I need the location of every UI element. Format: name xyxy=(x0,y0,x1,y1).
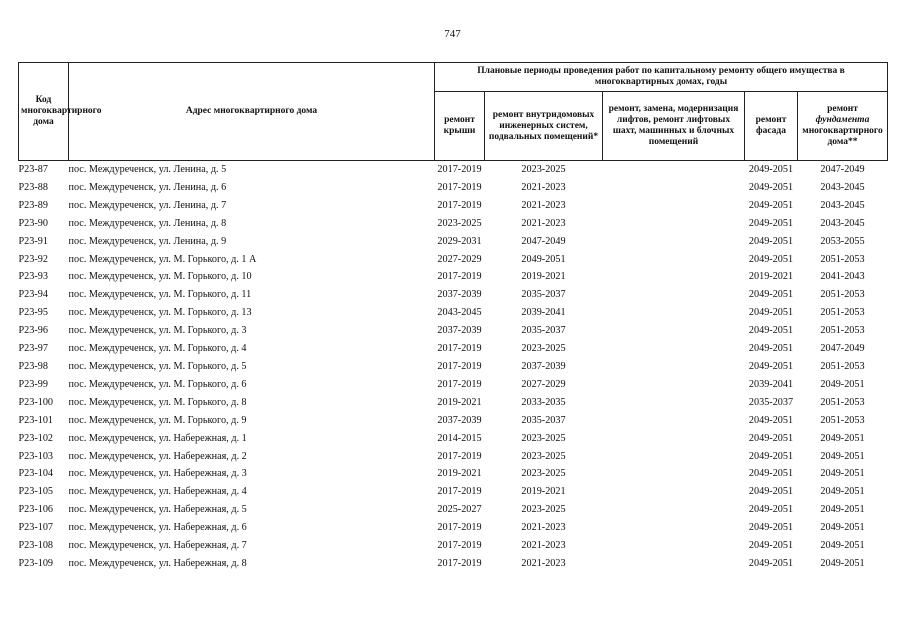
cell-systems: 2047-2049 xyxy=(521,235,566,247)
cell-systems: 2023-2025 xyxy=(521,432,566,444)
cell-foundation: 2051-2053 xyxy=(820,307,865,319)
cell-lifts xyxy=(603,197,745,215)
cell-code: Р23-97 xyxy=(18,343,48,355)
cell-systems: 2037-2039 xyxy=(521,360,566,372)
cell-foundation: 2047-2049 xyxy=(820,343,865,355)
table-row xyxy=(19,412,888,430)
cell-facade: 2049-2051 xyxy=(748,164,794,175)
cell-facade: 2049-2051 xyxy=(748,289,794,301)
cell-lifts xyxy=(603,465,745,483)
cell-lifts xyxy=(603,412,745,430)
cell-lifts xyxy=(603,286,745,304)
cell-code: Р23-107 xyxy=(18,522,54,534)
cell-code: Р23-89 xyxy=(18,199,48,211)
header-code: Код многоквартирного дома xyxy=(19,63,69,161)
cell-address: пос. Междуреченск, ул. М. Горького, д. 13 xyxy=(68,307,252,319)
cell-roof: 2017-2019 xyxy=(437,557,482,569)
cell-facade: 2035-2037 xyxy=(748,396,794,408)
cell-systems: 2019-2021 xyxy=(521,486,566,498)
cell-systems: 2023-2025 xyxy=(521,343,566,355)
cell-code: Р23-108 xyxy=(18,540,54,552)
table-row xyxy=(19,501,888,519)
cell-code: Р23-106 xyxy=(18,504,54,516)
cell-systems: 2027-2029 xyxy=(521,378,566,390)
cell-address: пос. Междуреченск, ул. Набережная, д. 2 xyxy=(68,450,247,462)
cell-facade: 2049-2051 xyxy=(748,450,794,462)
cell-lifts xyxy=(603,394,745,412)
cell-address: пос. Междуреченск, ул. Набережная, д. 3 xyxy=(68,468,247,480)
cell-code: Р23-91 xyxy=(18,235,48,247)
cell-code: Р23-92 xyxy=(18,253,48,265)
cell-facade: 2049-2051 xyxy=(748,557,794,569)
table-row xyxy=(19,448,888,466)
cell-address: пос. Междуреченск, ул. Набережная, д. 6 xyxy=(68,522,247,534)
cell-foundation: 2049-2051 xyxy=(820,540,865,552)
table-row xyxy=(19,233,888,251)
table-row xyxy=(19,322,888,340)
cell-lifts xyxy=(603,376,745,394)
cell-address: пос. Междуреченск, ул. М. Горького, д. 8 xyxy=(68,396,247,408)
cell-facade: 2049-2051 xyxy=(748,432,794,444)
cell-code: Р23-94 xyxy=(18,289,48,301)
cell-facade: 2049-2051 xyxy=(748,343,794,355)
cell-lifts xyxy=(603,322,745,340)
cell-foundation: 2051-2053 xyxy=(820,289,865,301)
cell-foundation: 2043-2045 xyxy=(820,217,865,229)
cell-facade: 2049-2051 xyxy=(748,504,794,516)
cell-address: пос. Междуреченск, ул. Набережная, д. 7 xyxy=(68,540,247,552)
cell-systems: 2035-2037 xyxy=(521,325,566,337)
cell-facade: 2049-2051 xyxy=(748,199,794,211)
cell-code: Р23-96 xyxy=(18,325,48,337)
cell-facade: 2049-2051 xyxy=(748,181,794,193)
cell-lifts xyxy=(603,555,745,573)
cell-facade: 2049-2051 xyxy=(748,235,794,247)
cell-facade: 2049-2051 xyxy=(748,325,794,337)
cell-facade: 2039-2041 xyxy=(748,378,794,390)
cell-lifts xyxy=(603,501,745,519)
cell-systems: 2019-2021 xyxy=(521,271,566,283)
cell-code: Р23-101 xyxy=(18,414,54,426)
cell-foundation: 2049-2051 xyxy=(820,378,865,390)
cell-roof: 2017-2019 xyxy=(437,522,482,534)
table-row xyxy=(19,215,888,233)
cell-address: пос. Междуреченск, ул. Ленина, д. 9 xyxy=(68,235,227,247)
cell-systems: 2049-2051 xyxy=(521,253,566,265)
cell-facade: 2049-2051 xyxy=(748,486,794,498)
cell-roof: 2027-2029 xyxy=(437,253,482,265)
cell-lifts xyxy=(603,483,745,501)
cell-foundation: 2047-2049 xyxy=(820,164,865,175)
cell-code: Р23-100 xyxy=(18,396,54,408)
table-row xyxy=(19,394,888,412)
cell-facade: 2049-2051 xyxy=(748,468,794,480)
table-row xyxy=(19,304,888,322)
cell-roof: 2019-2021 xyxy=(437,396,482,408)
cell-lifts xyxy=(603,358,745,376)
table-row xyxy=(19,483,888,501)
cell-roof: 2019-2021 xyxy=(437,468,482,480)
cell-foundation: 2049-2051 xyxy=(820,468,865,480)
cell-code: Р23-109 xyxy=(18,557,54,569)
cell-roof: 2014-2015 xyxy=(437,432,482,444)
cell-roof: 2023-2025 xyxy=(437,217,482,229)
cell-foundation: 2053-2055 xyxy=(820,235,865,247)
header-foundation-line2: фундамента xyxy=(815,115,870,125)
cell-roof: 2037-2039 xyxy=(437,414,482,426)
cell-lifts xyxy=(603,215,745,233)
cell-foundation: 2051-2053 xyxy=(820,325,865,337)
cell-facade: 2049-2051 xyxy=(748,360,794,372)
cell-facade: 2049-2051 xyxy=(748,522,794,534)
cell-facade: 2049-2051 xyxy=(748,217,794,229)
cell-foundation: 2043-2045 xyxy=(820,181,865,193)
cell-systems: 2023-2025 xyxy=(521,450,566,462)
cell-foundation: 2051-2053 xyxy=(820,414,865,426)
cell-systems: 2033-2035 xyxy=(521,396,566,408)
cell-foundation: 2049-2051 xyxy=(820,522,865,534)
cell-systems: 2021-2023 xyxy=(521,522,566,534)
cell-facade: 2049-2051 xyxy=(748,307,794,319)
cell-code: Р23-87 xyxy=(18,164,48,175)
cell-code: Р23-93 xyxy=(18,271,48,283)
cell-foundation: 2049-2051 xyxy=(820,504,865,516)
cell-roof: 2017-2019 xyxy=(437,540,482,552)
cell-address: пос. Междуреченск, ул. М. Горького, д. 10 xyxy=(68,271,252,283)
table-row xyxy=(19,537,888,555)
cell-address: пос. Междуреченск, ул. Набережная, д. 1 xyxy=(68,432,247,444)
table-row xyxy=(19,197,888,215)
cell-lifts xyxy=(603,340,745,358)
cell-roof: 2037-2039 xyxy=(437,289,482,301)
header-systems: ремонт внутридомовых инженерных систем, подвальных помещений* xyxy=(485,92,603,161)
cell-code: Р23-88 xyxy=(18,181,48,193)
cell-code: Р23-90 xyxy=(18,217,48,229)
cell-facade: 2019-2021 xyxy=(748,271,794,283)
table-row xyxy=(19,286,888,304)
cell-facade: 2049-2051 xyxy=(748,414,794,426)
cell-lifts xyxy=(603,268,745,286)
cell-address: пос. Междуреченск, ул. М. Горького, д. 5 xyxy=(68,360,247,372)
cell-lifts xyxy=(603,537,745,555)
table-row xyxy=(19,465,888,483)
cell-lifts xyxy=(603,179,745,197)
cell-systems: 2035-2037 xyxy=(521,289,566,301)
cell-address: пос. Междуреченск, ул. М. Горького, д. 11 xyxy=(68,289,252,301)
table-row xyxy=(19,430,888,448)
cell-lifts xyxy=(603,304,745,322)
table-row xyxy=(19,179,888,197)
cell-roof: 2017-2019 xyxy=(437,271,482,283)
table-row xyxy=(19,161,888,179)
header-group: Плановые периоды проведения работ по капитальному ремонту общего имущества в многоквартирных домах, годы xyxy=(435,63,888,92)
cell-systems: 2039-2041 xyxy=(521,307,566,319)
table-row xyxy=(19,555,888,573)
cell-roof: 2017-2019 xyxy=(437,360,482,372)
cell-systems: 2035-2037 xyxy=(521,414,566,426)
cell-facade: 2049-2051 xyxy=(748,253,794,265)
cell-lifts xyxy=(603,251,745,269)
cell-systems: 2021-2023 xyxy=(521,181,566,193)
cell-address: пос. Междуреченск, ул. Ленина, д. 7 xyxy=(68,199,227,211)
page-number: 747 xyxy=(444,28,461,40)
cell-code: Р23-98 xyxy=(18,360,48,372)
header-lifts: ремонт, замена, модернизация лифтов, ремонт лифтовых шахт, машинных и блочных помещений xyxy=(603,92,745,161)
cell-foundation: 2051-2053 xyxy=(820,360,865,372)
cell-code: Р23-102 xyxy=(18,432,54,444)
cell-systems: 2021-2023 xyxy=(521,540,566,552)
cell-code: Р23-99 xyxy=(18,378,48,390)
table-row xyxy=(19,376,888,394)
cell-address: пос. Междуреченск, ул. Набережная, д. 4 xyxy=(68,486,247,498)
cell-roof: 2043-2045 xyxy=(437,307,482,319)
cell-systems: 2023-2025 xyxy=(521,164,566,175)
cell-facade: 2049-2051 xyxy=(748,540,794,552)
cell-systems: 2023-2025 xyxy=(521,504,566,516)
header-foundation-line1: ремонт xyxy=(827,104,858,114)
cell-foundation: 2049-2051 xyxy=(820,432,865,444)
cell-systems: 2021-2023 xyxy=(521,557,566,569)
cell-roof: 2017-2019 xyxy=(437,164,482,175)
cell-roof: 2029-2031 xyxy=(437,235,482,247)
cell-address: пос. Междуреченск, ул. М. Горького, д. 9 xyxy=(68,414,247,426)
cell-address: пос. Междуреченск, ул. Ленина, д. 6 xyxy=(68,181,227,193)
cell-address: пос. Междуреченск, ул. Набережная, д. 8 xyxy=(68,557,247,569)
cell-foundation: 2049-2051 xyxy=(820,557,865,569)
header-address: Адрес многоквартирного дома xyxy=(69,63,435,161)
cell-lifts xyxy=(603,161,745,179)
cell-roof: 2017-2019 xyxy=(437,378,482,390)
cell-lifts xyxy=(603,448,745,466)
cell-lifts xyxy=(603,519,745,537)
cell-address: пос. Междуреченск, ул. Ленина, д. 8 xyxy=(68,217,227,229)
cell-address: пос. Междуреченск, ул. М. Горького, д. 6 xyxy=(68,378,247,390)
cell-foundation: 2049-2051 xyxy=(820,486,865,498)
cell-roof: 2025-2027 xyxy=(437,504,482,516)
table-row xyxy=(19,251,888,269)
table-row xyxy=(19,268,888,286)
header-foundation-line3: многоквартирного дома** xyxy=(802,126,883,147)
cell-foundation: 2049-2051 xyxy=(820,450,865,462)
cell-roof: 2037-2039 xyxy=(437,325,482,337)
header-facade: ремонт фасада xyxy=(745,92,798,161)
cell-foundation: 2051-2053 xyxy=(820,396,865,408)
cell-code: Р23-105 xyxy=(18,486,54,498)
cell-code: Р23-95 xyxy=(18,307,48,319)
cell-address: пос. Междуреченск, ул. М. Горького, д. 4 xyxy=(68,343,247,355)
cell-roof: 2017-2019 xyxy=(437,343,482,355)
cell-roof: 2017-2019 xyxy=(437,199,482,211)
cell-address: пос. Междуреченск, ул. Ленина, д. 5 xyxy=(68,164,227,175)
table-row xyxy=(19,519,888,537)
cell-foundation: 2051-2053 xyxy=(820,253,865,265)
cell-foundation: 2041-2043 xyxy=(820,271,865,283)
cell-roof: 2017-2019 xyxy=(437,181,482,193)
header-row-top xyxy=(19,63,888,92)
cell-address: пос. Междуреченск, ул. Набережная, д. 5 xyxy=(68,504,247,516)
cell-lifts xyxy=(603,233,745,251)
capital-repair-table xyxy=(18,62,888,573)
cell-systems: 2021-2023 xyxy=(521,199,566,211)
cell-code: Р23-104 xyxy=(18,468,54,480)
header-foundation xyxy=(798,92,888,161)
table-row xyxy=(19,340,888,358)
cell-address: пос. Междуреченск, ул. М. Горького, д. 1 А xyxy=(68,253,257,265)
cell-foundation: 2043-2045 xyxy=(820,199,865,211)
header-roof: ремонт крыши xyxy=(435,92,485,161)
cell-systems: 2021-2023 xyxy=(521,217,566,229)
cell-code: Р23-103 xyxy=(18,450,54,462)
cell-systems: 2023-2025 xyxy=(521,468,566,480)
cell-address: пос. Междуреченск, ул. М. Горького, д. 3 xyxy=(68,325,247,337)
table-body xyxy=(19,161,888,573)
table-row xyxy=(19,358,888,376)
cell-roof: 2017-2019 xyxy=(437,486,482,498)
cell-lifts xyxy=(603,430,745,448)
cell-roof: 2017-2019 xyxy=(437,450,482,462)
